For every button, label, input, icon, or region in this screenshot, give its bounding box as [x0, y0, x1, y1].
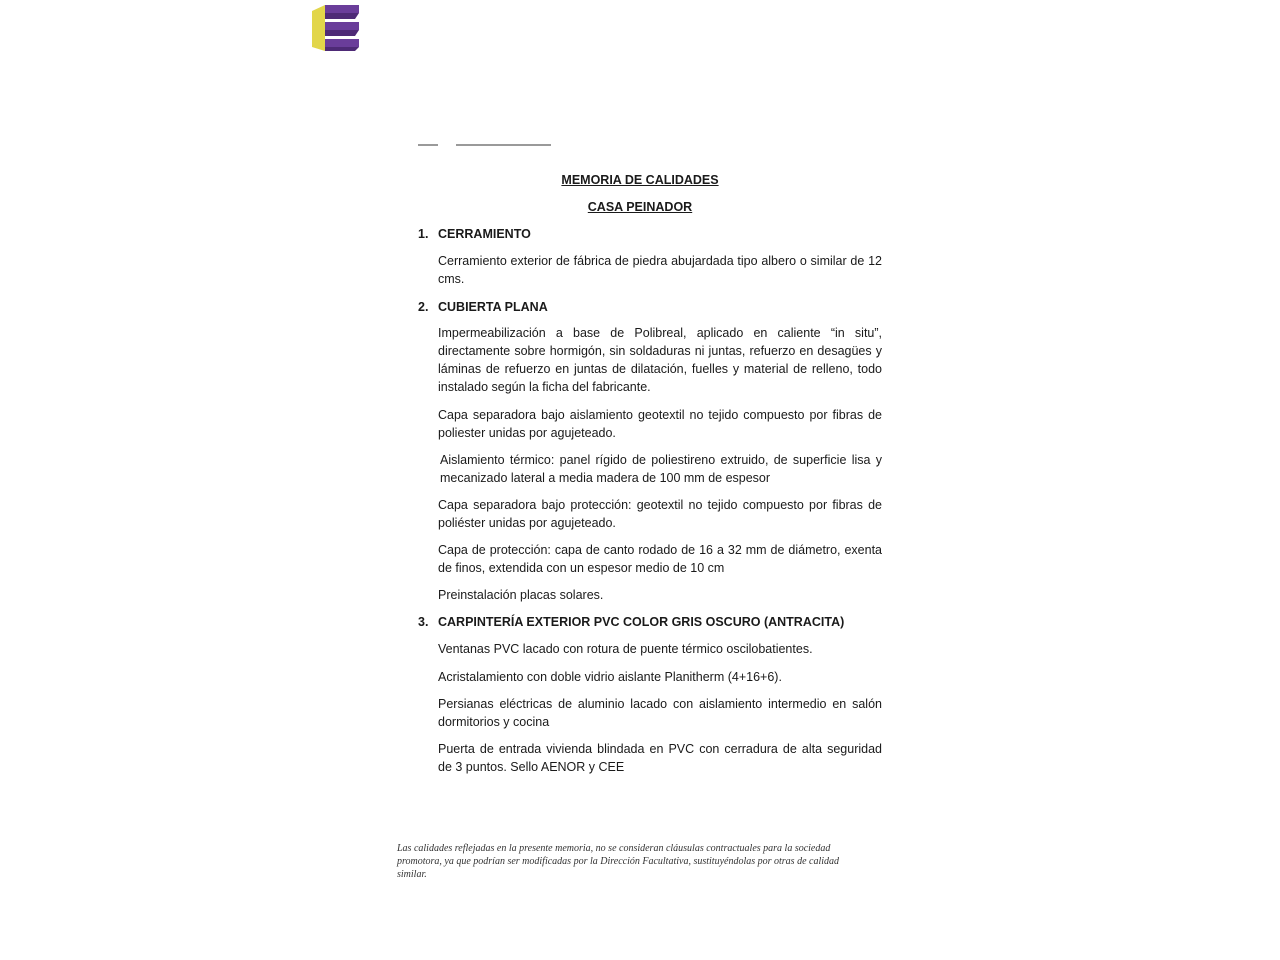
section-heading-cubierta-plana — [418, 299, 548, 315]
paragraph: Capa separadora bajo aislamiento geotextil no tejido compuesto por fibras de poliester unidas por agujeteado. — [438, 408, 882, 440]
section-heading-carpinteria-exterior — [418, 614, 844, 630]
section-heading-cerramiento — [418, 226, 531, 242]
section-number: 2. — [418, 300, 429, 314]
section-title: CARPINTERÍA EXTERIOR PVC COLOR GRIS OSCURO (ANTRACITA) — [438, 615, 845, 629]
paragraph: Capa separadora bajo protección: geotextil no tejido compuesto por fibras de poliéster unidas por agujeteado. — [438, 498, 882, 530]
paragraph: Capa de protección: capa de canto rodado de 16 a 32 mm de diámetro, exenta de finos, extendida con un espesor medio de 10 cm — [438, 543, 882, 575]
paragraph: Acristalamiento con doble vidrio aislante Planitherm (4+16+6). — [438, 670, 782, 684]
paragraph: Aislamiento térmico: panel rígido de poliestireno extruido, de superficie lisa y mecanizado lateral a media madera de 100 mm de espesor — [440, 453, 882, 485]
section-number: 1. — [418, 227, 429, 241]
paragraph: Puerta de entrada vivienda blindada en PVC con cerradura de alta seguridad de 3 puntos. Sello AENOR y CEE — [438, 742, 882, 774]
header-divider — [418, 144, 558, 148]
paragraph: Impermeabilización a base de Polibreal, aplicado en caliente “in situ”, directamente sobre hormigón, sin soldaduras ni juntas, refuerzo en desagües y láminas de refuerzo en juntas de dilatación, fuelles y material de relleno, todo instalado según la ficha del fabricante. — [438, 326, 882, 394]
paragraph: Persianas eléctricas de aluminio lacado con aislamiento intermedio en salón dormitorios y cocina — [438, 697, 882, 729]
stacked-e-logo-icon — [309, 3, 363, 53]
document-subtitle: CASA PEINADOR — [587, 200, 693, 214]
section-title: CERRAMIENTO — [438, 227, 531, 241]
paragraph: Ventanas PVC lacado con rotura de puente térmico oscilobatientes. — [438, 642, 813, 656]
paragraph: Cerramiento exterior de fábrica de piedra abujardada tipo albero o similar de 12 cms. — [438, 254, 882, 286]
section-number: 3. — [418, 615, 429, 629]
paragraph: Preinstalación placas solares. — [438, 588, 604, 602]
section-title: CUBIERTA PLANA — [438, 300, 548, 314]
legal-disclaimer: Las calidades reflejadas en la presente memoria, no se consideran cláusulas contractuales para la sociedad promotora, ya que podrían ser modificadas por la Dirección Facultativa, sustituyéndolas por otras de calidad similar. — [397, 843, 840, 880]
document-title: MEMORIA DE CALIDADES — [561, 173, 719, 187]
